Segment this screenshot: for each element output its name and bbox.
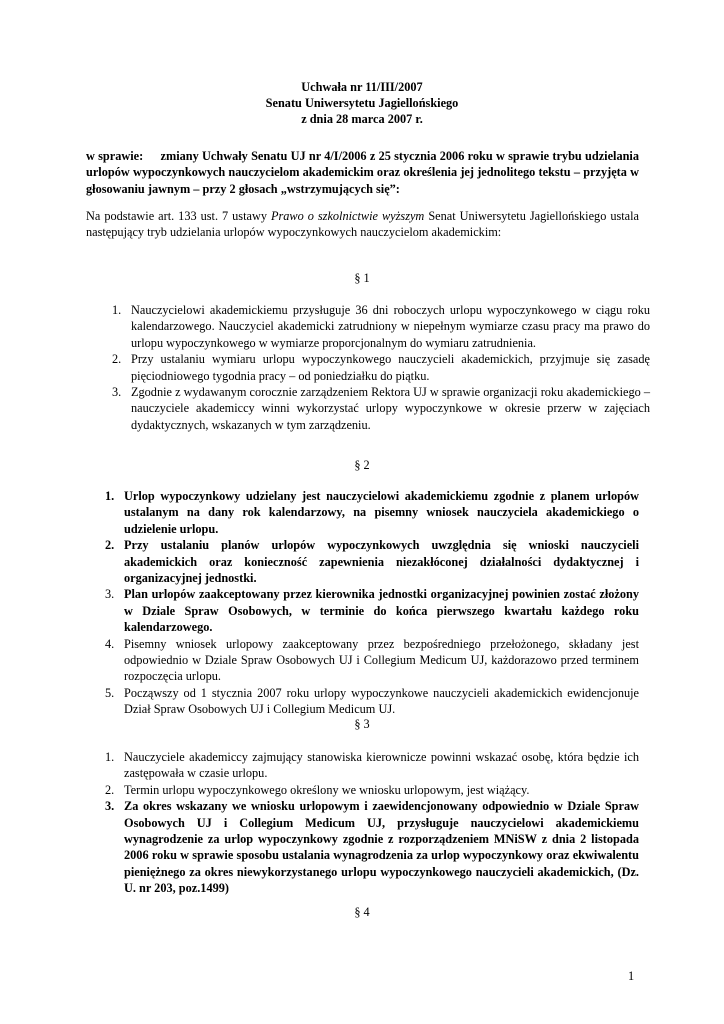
list-item — [112, 351, 650, 384]
list-item — [112, 384, 650, 433]
section-1-list — [112, 302, 650, 433]
item-number: 5. — [105, 685, 115, 700]
list-item — [105, 488, 639, 537]
item-number: 3. — [105, 587, 115, 602]
section-heading: § 3 — [354, 717, 370, 731]
list-item — [105, 685, 639, 718]
item-number: 4. — [105, 636, 115, 651]
subject-paragraph — [86, 148, 639, 197]
item-text: Nauczyciele akademiccy zajmujący stanowiska kierownicze powinni wskazać osobę, która będzie ich zastępowała w czasie urlopu. — [124, 750, 639, 781]
intro-text-before: Na podstawie art. 133 ust. 7 ustawy — [86, 209, 267, 223]
item-number: 3. — [112, 385, 122, 400]
item-number: 1. — [105, 489, 115, 503]
section-2-list — [105, 488, 639, 718]
item-text: Za okres wskazany we wniosku urlopowym i zaewidencjonowany odpowiednio w Dziale Spraw Osobowych UJ i Collegium Medicum UJ, przysługuje nauczycielowi akademickiemu wynagrodzenie za urlop wypoczynkowy zgodnie z rozporządzeniem MNiSW z dnia 2 listopada 2006 roku w sprawie sposobu ustalania wynagrodzenia za urlop wypoczynkowy oraz ekwiwalentu pieniężnego za okres niewykorzystanego urlopu wypoczynkowego nauczycieli akademickich, (Dz. U. nr 203, poz.1499) — [124, 799, 639, 896]
item-number: 2. — [105, 782, 115, 797]
page-number: 1 — [628, 969, 635, 983]
item-number: 2. — [105, 538, 115, 553]
intro-text-after: Senat Uniwersytetu Jagiellońskiego ustala następujący tryb udzielania urlopów wypoczynkowych nauczycielom akademickim: — [86, 209, 640, 240]
list-item — [105, 749, 639, 782]
item-text: Urlop wypoczynkowy udzielany jest nauczycielowi akademickiemu zgodnie z planem urlopów ustalanym na dany rok kalendarzowy, na pisemny wniosek nauczyciela akademickiego o udzielenie urlopu. — [124, 489, 639, 536]
intro-paragraph — [86, 208, 639, 241]
item-text: Termin urlopu wypoczynkowego określony we wniosku urlopowym, jest wiążący. — [124, 782, 530, 797]
item-text: Zgodnie z wydawanym corocznie zarządzeniem Rektora UJ w sprawie organizacji roku akademickiego – nauczyciele akademiccy winni wykorzystać urlopy wypoczynkowe w okresie przerw w zajęciach dydaktycznych, wskazanych w tym zarządzeniu. — [131, 385, 650, 432]
item-text: Począwszy od 1 stycznia 2007 roku urlopy wypoczynkowe nauczycieli akademickich ewidencjonuje Dział Spraw Osobowych UJ i Collegium Medicum UJ. — [124, 685, 639, 717]
intro-act-title: Prawo o szkolnictwie wyższym — [270, 209, 425, 223]
list-item — [105, 537, 639, 586]
item-text: Przy ustalaniu planów urlopów wypoczynkowych uwzględnia się wnioski nauczycieli akademickich oraz konieczność zapewnienia niezakłóconej działalności dydaktycznej i organizacyjnej jednostki. — [124, 538, 639, 586]
list-item — [105, 586, 639, 635]
issuing-body: Senatu Uniwersytetu Jagiellońskiego — [265, 96, 459, 110]
section-3-list — [105, 749, 639, 897]
resolution-date: z dnia 28 marca 2007 r. — [301, 112, 423, 126]
item-text: Przy ustalaniu wymiaru urlopu wypoczynkowego nauczycieli akademickich, przyjmuje się zasadę pięciodniowego tygodnia pracy – od poniedziałku do piątku. — [131, 352, 650, 383]
item-text: Plan urlopów zaakceptowany przez kierownika jednostki organizacyjnej powinien zostać złożony w Dziale Spraw Osobowych, w terminie do końca pierwszego kwartału każdego roku kalendarzowego. — [124, 587, 639, 635]
document-header — [0, 79, 724, 127]
subject-label: w sprawie: — [86, 149, 144, 163]
list-item — [105, 782, 639, 798]
item-number: 1. — [105, 750, 115, 764]
item-number: 1. — [112, 303, 122, 317]
item-number: 2. — [112, 352, 122, 367]
list-item — [105, 636, 639, 685]
subject-text: zmiany Uchwały Senatu UJ nr 4/I/2006 z 25 stycznia 2006 roku w sprawie trybu udzielania urlopów wypoczynkowych nauczycielom akademickim oraz określenia jej jednolitego tekstu – przyjęta w głosowaniu jawnym – przy 2 głosach „wstrzymujących się”: — [86, 149, 639, 196]
resolution-number: Uchwała nr 11/III/2007 — [301, 80, 423, 94]
section-heading: § 1 — [354, 271, 370, 285]
item-text: Pisemny wniosek urlopowy zaakceptowany przez bezpośredniego przełożonego, składany jest odpowiednio w Dziale Spraw Osobowych UJ i Collegium Medicum UJ, każdorazowo przed terminem rozpoczęcia urlopu. — [124, 636, 639, 684]
section-heading: § 4 — [354, 905, 370, 919]
list-item — [105, 798, 639, 896]
item-number: 3. — [105, 799, 115, 814]
list-item — [112, 302, 650, 351]
item-text: Nauczycielowi akademickiemu przysługuje 36 dni roboczych urlopu wypoczynkowego w ciągu roku kalendarzowego. Nauczyciel akademicki zatrudniony w niepełnym wymiarze czasu pracy ma prawo do urlopu wypoczynkowego w wymiarze proporcjonalnym do wymiaru zatrudnienia. — [131, 303, 650, 350]
section-heading: § 2 — [354, 458, 370, 472]
